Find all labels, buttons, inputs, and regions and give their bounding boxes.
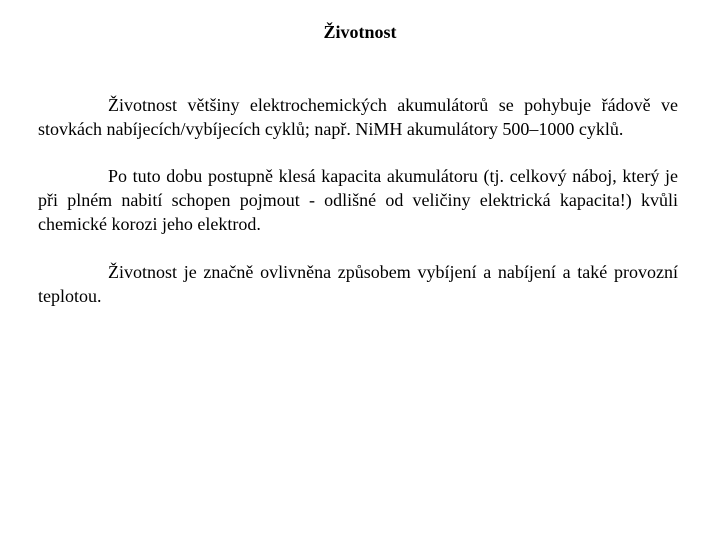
paragraph-capacity-decline: Po tuto dobu postupně klesá kapacita akumulátoru (tj. celkový náboj, který je při plném nabití schopen pojmout - odlišné od veličiny elektrická kapacita!) kvůli chemické korozi jeho elektrod. (38, 166, 678, 234)
page-title: Životnost (323, 22, 397, 42)
paragraph-usage-influence: Životnost je značně ovlivněna způsobem vybíjení a nabíjení a také provozní teplotou. (38, 262, 678, 306)
paragraph-lifespan-cycles: Životnost většiny elektrochemických akumulátorů se pohybuje řádově ve stovkách nabíjecích/vybíjecích cyklů; např. NiMH akumulátory 500–1000 cyklů. (38, 95, 678, 139)
